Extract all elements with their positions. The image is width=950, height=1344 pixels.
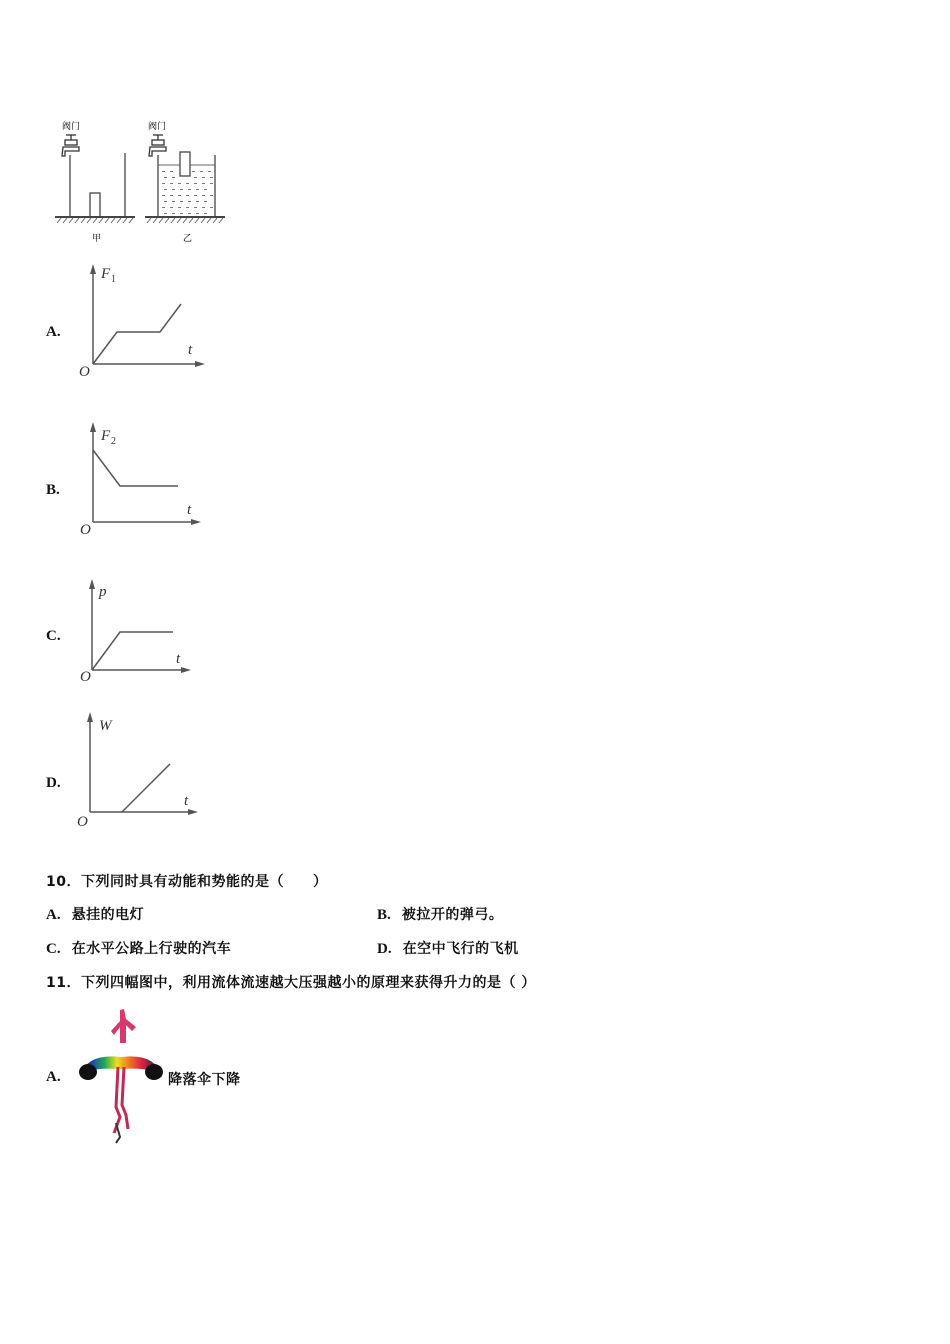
q10-option-a-text: 悬挂的电灯 — [71, 907, 145, 923]
graph-d-curve — [122, 764, 170, 812]
graph-a-svg — [75, 262, 215, 382]
q11-option-a-caption: 降落伞下降 — [168, 1072, 241, 1088]
graph-a-curve — [93, 304, 181, 364]
graph-d-svg — [72, 708, 212, 833]
parachute-image[interactable] — [76, 1005, 166, 1149]
q11-stem: 11．下列四幅图中，利用流体流速越大压强越小的原理来获得升力的是（ ） — [46, 975, 536, 991]
q10-option-b[interactable] — [377, 904, 503, 924]
q10-option-b-text: 被拉开的弹弓。 — [401, 907, 504, 923]
q10-option-c-text: 在水平公路上行驶的汽车 — [71, 941, 232, 957]
q10-option-b-letter: B. — [377, 907, 391, 923]
q9-option-b-graph[interactable] — [75, 420, 215, 544]
q10-option-a[interactable] — [46, 904, 144, 924]
graph-b-y-sub: 2 — [111, 436, 116, 447]
graph-d-x-label: t — [184, 793, 189, 809]
q9-option-d-graph[interactable] — [72, 708, 212, 837]
caption-left: 甲 — [92, 234, 102, 244]
q10-option-d[interactable] — [377, 938, 519, 958]
faucet-left-icon — [62, 135, 79, 156]
q9-option-a-graph[interactable] — [75, 262, 215, 386]
q10-option-c-letter: C. — [46, 941, 61, 957]
q10-option-d-text: 在空中飞行的飞机 — [402, 941, 519, 957]
graph-b-y-label: F — [101, 428, 111, 444]
q9-option-a-letter[interactable]: A. — [46, 324, 61, 340]
graph-c-y-label: p — [99, 584, 107, 600]
q9-option-c-graph[interactable] — [75, 575, 215, 694]
graph-c-x-label: t — [176, 651, 181, 667]
setup-figure-svg — [50, 115, 230, 250]
graph-b-x-label: t — [187, 502, 192, 518]
graph-c-curve — [92, 632, 173, 670]
graph-a-y-label: F — [101, 266, 111, 282]
q9-option-c-letter[interactable]: C. — [46, 628, 61, 644]
graph-b-curve — [93, 450, 178, 486]
graph-b-svg — [75, 420, 215, 540]
parachute-icon — [76, 1005, 166, 1145]
valve-label-left: 阀门 — [62, 122, 81, 132]
graph-d-origin: O — [77, 814, 88, 830]
graph-d-y-label: W — [99, 718, 112, 734]
graph-a-origin: O — [79, 364, 90, 380]
q10-option-d-letter: D. — [377, 941, 392, 957]
valve-label-right: 阀门 — [148, 122, 167, 132]
faucet-right-icon — [149, 135, 166, 156]
q9-option-b-letter[interactable]: B. — [46, 482, 60, 498]
graph-c-svg — [75, 575, 215, 690]
q11-option-a-letter[interactable]: A. — [46, 1069, 61, 1085]
q10-option-c[interactable] — [46, 938, 231, 958]
q10-stem: 10．下列同时具有动能和势能的是（ ） — [46, 874, 328, 890]
graph-a-x-label: t — [188, 342, 193, 358]
graph-a-y-sub: 1 — [111, 274, 116, 285]
q9-option-d-letter[interactable]: D. — [46, 775, 61, 791]
setup-figure — [50, 115, 230, 250]
graph-b-origin: O — [80, 522, 91, 538]
q10-option-a-letter: A. — [46, 907, 61, 923]
graph-c-origin: O — [80, 669, 91, 685]
caption-right: 乙 — [183, 234, 193, 244]
container-left — [55, 153, 135, 217]
container-right — [145, 152, 225, 217]
